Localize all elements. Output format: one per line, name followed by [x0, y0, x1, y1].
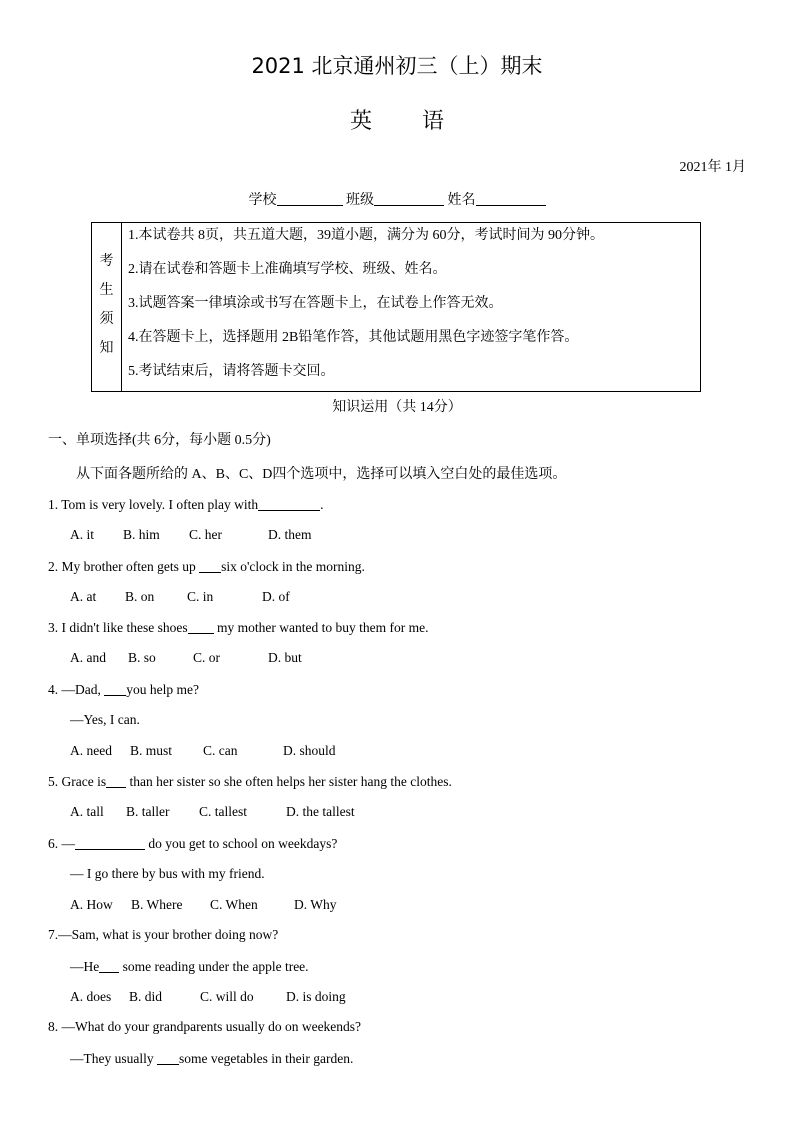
section-instruction: 从下面各题所给的 A、B、C、D四个选项中，选择可以填入空白处的最佳选项。	[76, 467, 567, 482]
question-8-reply	[70, 1050, 353, 1067]
option: C. her	[189, 527, 222, 542]
exam-title: 2021 北京通州初三（上）期末	[251, 54, 543, 78]
option: C. When	[210, 897, 258, 912]
subject-char-1: 英	[349, 109, 372, 134]
question-text: you help me?	[126, 682, 199, 697]
question-4	[48, 681, 199, 698]
notice-heading-char: 考	[99, 254, 114, 269]
question-text: 6. —	[48, 836, 75, 851]
option: C. will do	[200, 989, 254, 1004]
notice-heading	[92, 223, 122, 391]
question-text: 1. Tom is very lovely. I often play with	[48, 497, 259, 512]
option: A. does	[70, 989, 112, 1004]
question-text: 5. Grace is	[48, 774, 107, 789]
option: B. must	[130, 743, 173, 758]
notice-heading-char: 生	[99, 283, 114, 298]
question-4-reply: —Yes, I can.	[70, 712, 140, 727]
option: D. is doing	[286, 989, 346, 1004]
option: B. Where	[131, 897, 183, 912]
answer-blank	[157, 1050, 179, 1065]
question-text: do you get to school on weekdays?	[145, 836, 338, 851]
option: D. should	[283, 743, 336, 758]
notice-heading-char: 知	[99, 341, 114, 356]
notice-item: 5.考试结束后，请将答题卡交回。	[128, 364, 335, 379]
answer-blank	[199, 558, 221, 573]
part-title: 知识运用（共 14分）	[332, 400, 462, 415]
section-heading: 一、单项选择(共 6分，每小题 0.5分)	[48, 433, 271, 448]
notice-item: 4.在答题卡上，选择题用 2B铅笔作答，其他试题用黑色字迹签字笔作答。	[128, 330, 579, 345]
answer-blank	[104, 681, 126, 696]
answer-blank	[99, 958, 119, 973]
question-text: .	[320, 497, 324, 512]
notice-item: 2.请在试卷和答题卡上准确填写学校、班级、姓名。	[128, 262, 447, 277]
question-text: my mother wanted to buy them for me.	[213, 620, 429, 635]
option: B. him	[123, 527, 160, 542]
question-text: 3. I didn't like these shoes	[48, 620, 188, 635]
question-text: some vegetables in their garden.	[179, 1051, 354, 1066]
question-5	[48, 773, 452, 790]
name-blank	[476, 191, 546, 206]
option: A. at	[70, 589, 97, 604]
question-text: six o'clock in the morning.	[221, 559, 365, 574]
question-2	[48, 558, 365, 575]
student-info-line	[0, 189, 794, 209]
question-text: —They usually	[70, 1051, 157, 1066]
class-blank	[374, 191, 444, 206]
option: D. the tallest	[286, 804, 355, 819]
question-8: 8. —What do your grandparents usually do on weekends?	[48, 1019, 362, 1034]
name-label: 姓名	[447, 193, 476, 208]
option: C. tallest	[199, 804, 247, 819]
subject-char-2: 语	[422, 109, 445, 134]
option: D. them	[268, 527, 312, 542]
question-text: —He	[70, 959, 100, 974]
question-text: some reading under the apple tree.	[119, 959, 309, 974]
answer-blank	[258, 496, 320, 511]
option: D. of	[262, 589, 290, 604]
question-3	[48, 619, 429, 636]
option: A. need	[70, 743, 112, 758]
question-7: 7.—Sam, what is your brother doing now?	[48, 927, 279, 942]
option: B. taller	[126, 804, 170, 819]
class-label: 班级	[346, 193, 374, 208]
question-text: 2. My brother often gets up	[48, 559, 200, 574]
notice-item: 3.试题答案一律填涂或书写在答题卡上，在试卷上作答无效。	[128, 296, 503, 311]
option: D. Why	[294, 897, 337, 912]
option: C. can	[203, 743, 238, 758]
option: B. did	[129, 989, 163, 1004]
option: C. in	[187, 589, 214, 604]
answer-blank	[106, 773, 126, 788]
question-7-reply	[70, 958, 309, 975]
school-label: 学校	[248, 193, 277, 208]
question-6-reply: — I go there by bus with my friend.	[70, 866, 265, 881]
answer-blank	[188, 619, 214, 634]
option: A. How	[70, 897, 113, 912]
question-6	[48, 835, 337, 852]
notice-item: 1.本试卷共 8页，共五道大题，39道小题，满分为 60分，考试时间为 90分钟。	[128, 228, 604, 243]
option: B. so	[128, 650, 156, 665]
school-blank	[277, 191, 343, 206]
option: C. or	[193, 650, 220, 665]
answer-blank	[75, 835, 145, 850]
option: B. on	[125, 589, 155, 604]
question-text: than her sister so she often helps her sister hang the clothes.	[126, 774, 452, 789]
option: A. and	[70, 650, 106, 665]
notice-heading-char: 须	[99, 312, 114, 327]
exam-notice-box	[91, 222, 701, 392]
question-text: 4. —Dad,	[48, 682, 105, 697]
question-1	[48, 496, 324, 513]
option: A. tall	[70, 804, 104, 819]
option: A. it	[70, 527, 95, 542]
option: D. but	[268, 650, 302, 665]
exam-date: 2021年 1月	[679, 160, 746, 175]
subject-title	[0, 104, 794, 135]
